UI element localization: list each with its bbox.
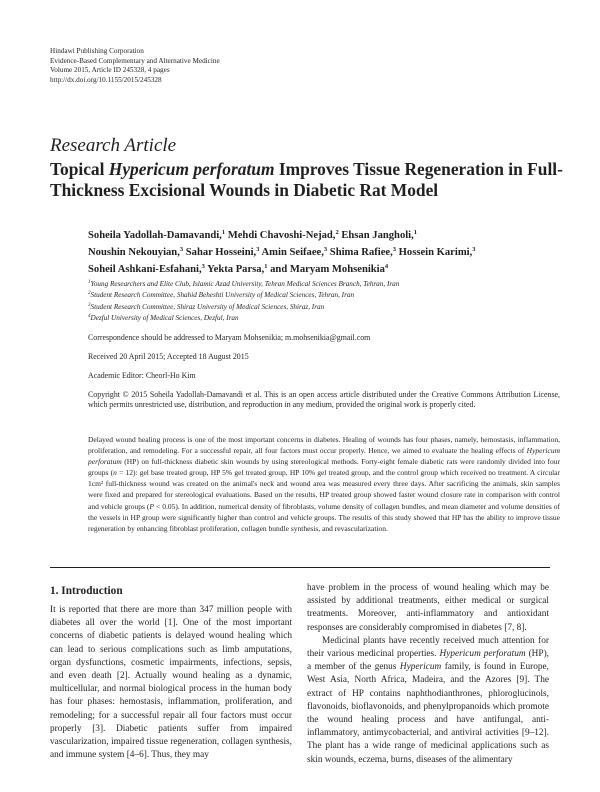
author: Ehsan Jangholi,$^1$ xyxy=(338,229,418,241)
journal-header xyxy=(50,47,220,85)
author: Soheil Ashkani-Esfahani,$^3$ xyxy=(88,263,205,275)
author: and Maryam Mohsenikia$^4$ xyxy=(267,263,389,275)
author: Sahar Hosseini,$^3$ xyxy=(183,246,260,258)
author: Amin Seifaee,$^3$ xyxy=(259,246,328,258)
paragraph: have problem in the process of wound healing which may be assisted by additional treatments, either medical or surgical treatments. Moreover, anti-inflammatory and antioxidant responses are considerably compromised in diabetes [7, 8]. xyxy=(307,583,549,633)
author: Hossein Karimi,$^3$ xyxy=(396,246,476,258)
article-title xyxy=(50,159,570,201)
volume-info: Volume 2015, Article ID 245328, 4 pages xyxy=(50,66,170,75)
paragraph: Medicinal plants have recently received much attention for their various medicinal properties. Hypericum perforatum (HP), a member of the genus Hypericum family, is found in Europe, West Asia, North Africa, Madeira, and the Azores [9]. The extract of HP contains naphthodianthrones, phloroglucinols, flavonoids, bioflavonoids, and phenylpropanoids which promote the wound healing process and have antifungal, anti-inflammatory, antimycobacterial, and antiviral activities [9–12]. The plant has a wide range of medicinal applications such as skin wounds, eczema, burns, diseases of the alimentary xyxy=(307,635,549,765)
affiliations xyxy=(88,279,558,324)
abstract: Delayed wound healing process is one of the most important concerns in diabetes. Healing of wounds has four phases, namely, hemostasis, inflammation, proliferation, and remodeling. For a successful repair, all four factors must occur properly. Hence, we aimed to evaluate the healing effects of Hypericum perforatum (HP) on full-thickness diabetic skin wounds by using stereological methods. Forty-eight female diabetic rats were randomly divided into four groups (n = 12): gel base treated group, HP 5% gel treated group, HP 10% gel treated group, and the control group which received no treatment. A circular 1cm² full-thickness wound was created on the animal's neck and wound area was measured every three days. After sacrificing the animals, skin samples were fixed and prepared for stereological evaluations. Based on the results, HP treated group showed faster wound closure rate in comparison with control and vehicle groups (P < 0.05). In addition, numerical density of fibroblasts, volume density of collagen bundles, and mean diameter and volume densities of the vessels in HP group were significantly higher than control and vehicle groups. The results of this study showed that HP has the ability to improve tissue regeneration by enhancing fibroblast proliferation, collagen bundle synthesis, and revascularization. xyxy=(88,435,561,533)
affiliation: $^3$Student Research Committee, Shiraz University of Medical Sciences, Shiraz, Iran xyxy=(88,302,325,311)
section-divider xyxy=(50,567,550,568)
publisher: Hindawi Publishing Corporation xyxy=(50,47,144,55)
doi-link[interactable]: http://dx.doi.org/10.1155/2015/245328 xyxy=(50,75,162,84)
title-species: Hypericum perforatum xyxy=(108,159,275,179)
author: Mehdi Chavoshi-Nejad,$^2$ xyxy=(225,229,339,241)
title-suffix: Improves Tissue Regeneration in Full-Thickness Excisional Wounds in Diabetic Rat Model xyxy=(50,159,563,200)
copyright-notice: Copyright © 2015 Soheila Yadollah-Damavandi et al. This is an open access article distributed under the Creative Commons Attribution License, which permits unrestricted use, distribution, and reproduction in any medium, provided the original work is properly cited. xyxy=(88,390,560,410)
paragraph: It is reported that there are more than 347 million people with diabetes all over the world [1]. One of the most important concerns of diabetic patients is delayed wound healing which can lead to serious complications such as limb amputations, organ dysfunctions, cosmetic impairments, infections, sepsis, and even death [2]. Actually wound healing as a dynamic, multicellular, and normal biological process in the human body has four phases: hemostasis, inflammation, proliferation, and remodeling; for a successful repair all four factors must occur properly [3]. Diabetic patients suffer from impaired vascularization, impaired tissue regeneration, collagen synthesis, and immune system [4–6]. Thus, they may xyxy=(50,605,292,761)
article-type: Research Article xyxy=(50,135,177,156)
section-heading-introduction: 1. Introduction xyxy=(50,585,123,597)
right-column xyxy=(307,582,549,767)
author: Yekta Parsa,$^1$ xyxy=(204,263,268,275)
affiliation: $^4$Dezful University of Medical Sciences, Dezful, Iran xyxy=(88,313,239,322)
left-column xyxy=(50,604,292,762)
author: Noushin Nekouyian,$^3$ xyxy=(88,246,184,258)
correspondence: Correspondence should be addressed to Maryam Mohsenikia; m.mohsenikia@gmail.com xyxy=(88,333,371,342)
author: Soheila Yadollah-Damavandi,$^1$ xyxy=(88,229,226,241)
title-prefix: Topical xyxy=(50,159,109,179)
received-dates: Received 20 April 2015; Accepted 18 August 2015 xyxy=(88,352,249,361)
journal-name: Evidence-Based Complementary and Alternative Medicine xyxy=(50,56,220,65)
affiliation: $^2$Student Research Committee, Shahid Beheshti University of Medical Sciences, Tehran, Iran xyxy=(88,291,355,300)
author-list xyxy=(88,227,558,278)
author: Shima Rafiee,$^3$ xyxy=(327,246,397,258)
academic-editor: Academic Editor: Cheorl-Ho Kim xyxy=(88,371,196,380)
affiliation: $^1$Young Researchers and Elite Club, Islamic Azad University, Tehran Medical Sciences Branch, Tehran, Iran xyxy=(88,280,400,288)
